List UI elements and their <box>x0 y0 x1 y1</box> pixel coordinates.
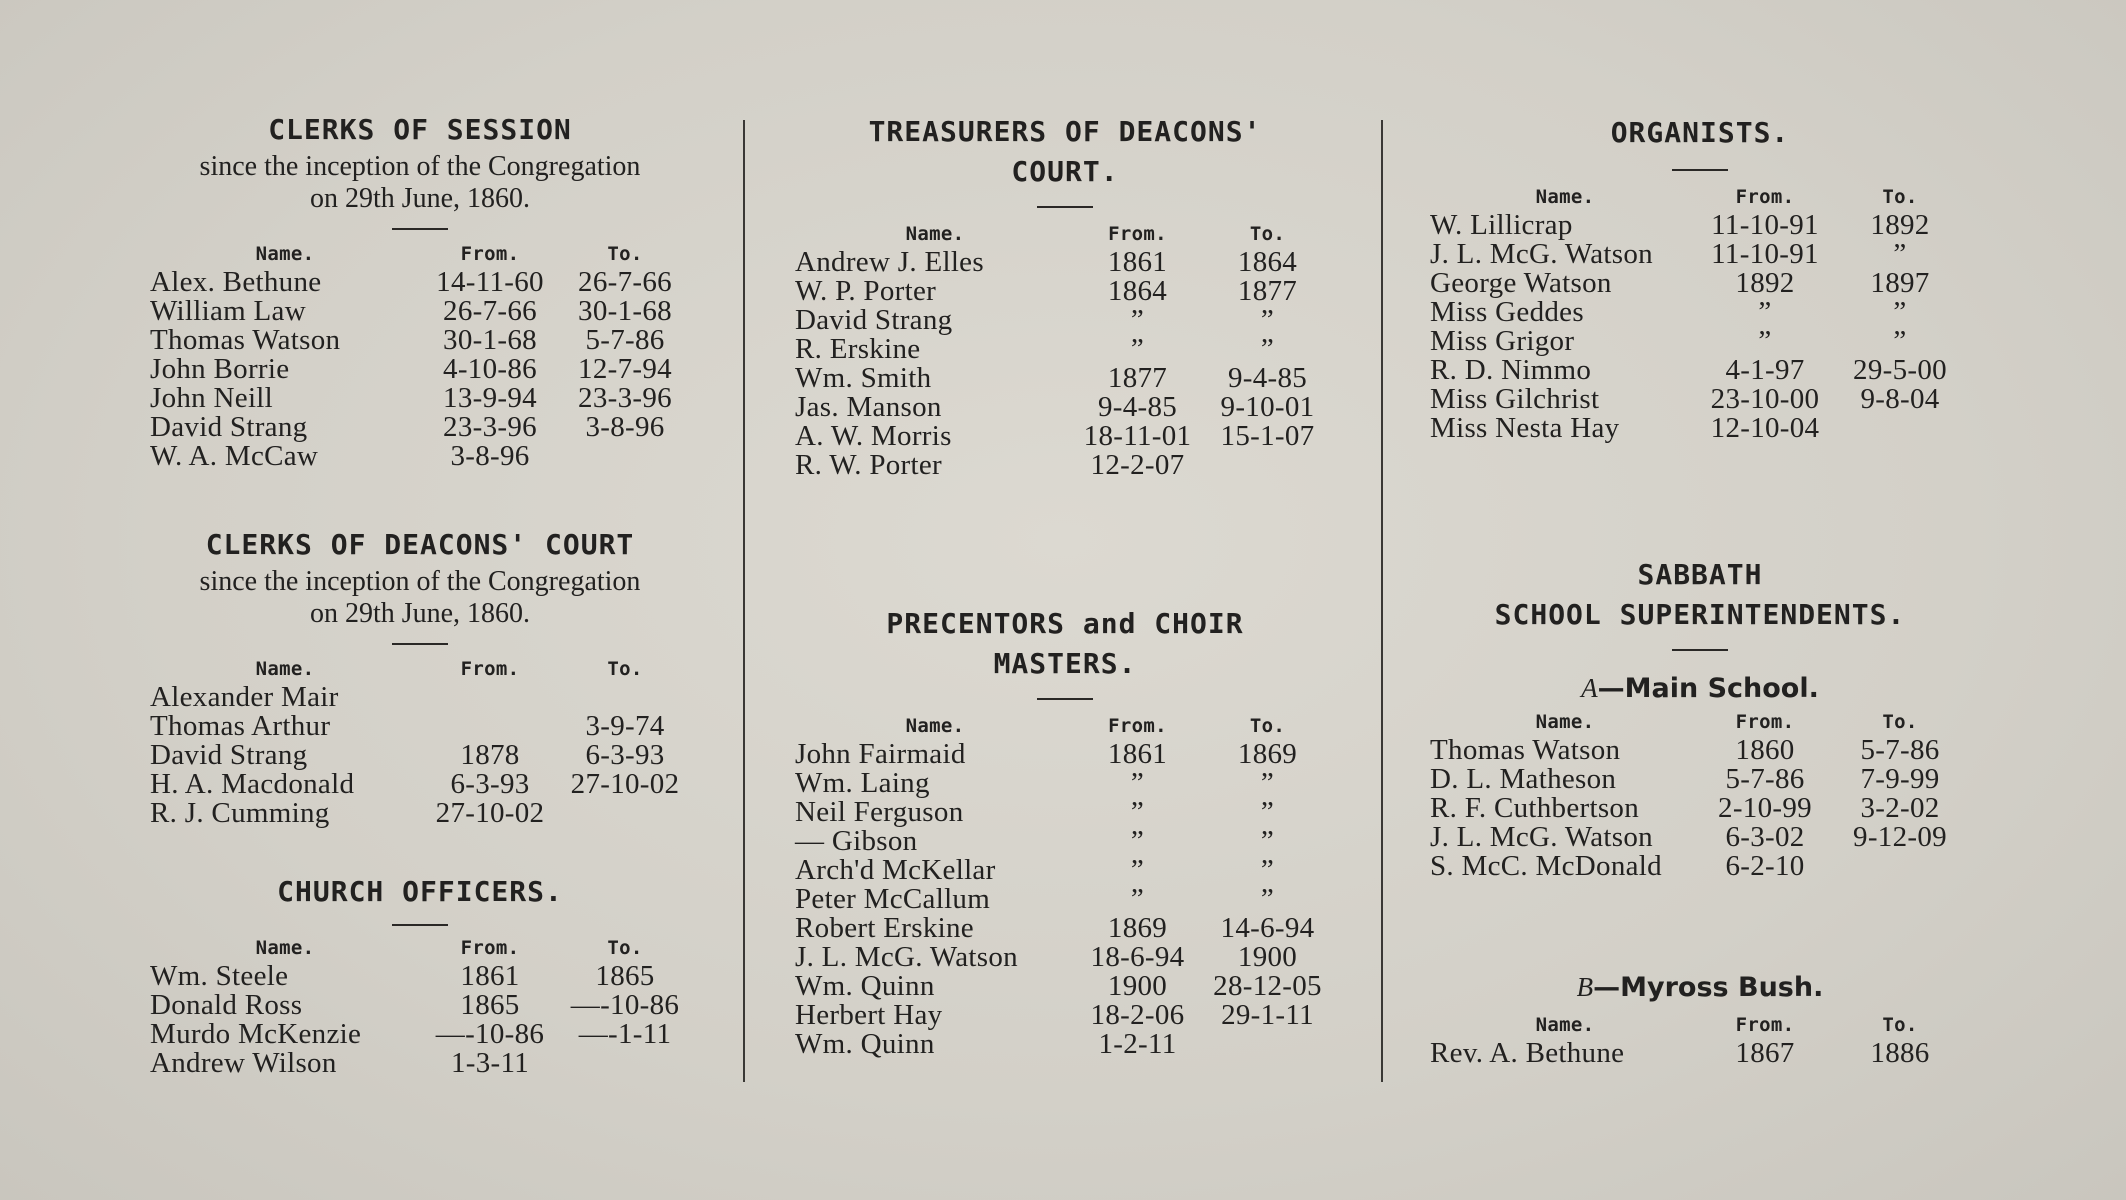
table-row <box>1430 765 1970 794</box>
subtitle-label: —Main School. <box>1597 673 1819 704</box>
table-row <box>795 972 1335 1001</box>
to-cell <box>560 683 690 712</box>
from-cell: 1-3-11 <box>450 1047 530 1079</box>
name-cell: W. A. McCaw <box>150 440 319 472</box>
name-cell: W. Lillicrap <box>1430 209 1573 241</box>
to-cell: 1865 <box>595 960 655 992</box>
table-row <box>150 741 690 770</box>
table-row <box>150 268 690 297</box>
table-row <box>795 827 1335 856</box>
column-header-from: From. <box>1735 711 1795 733</box>
from-cell: 14-11-60 <box>436 266 544 298</box>
from-cell: 1861 <box>1107 738 1168 770</box>
from-cell: —-10-86 <box>435 1018 545 1050</box>
name-cell: S. McC. McDonald <box>1430 850 1662 882</box>
table-row <box>1430 356 1970 385</box>
from-cell: 11-10-91 <box>1711 209 1819 241</box>
from-cell: 9-4-85 <box>1097 391 1178 423</box>
name-cell: David Strang <box>795 304 953 336</box>
table-row <box>150 962 690 991</box>
myross-bush-section <box>1430 968 1970 1068</box>
section-title-line: PRECENTORS and CHOIR <box>886 607 1244 640</box>
sabbath-school-section <box>1430 555 1970 881</box>
table-row <box>150 355 690 384</box>
column-divider-left <box>743 120 745 1082</box>
to-cell <box>1200 451 1335 480</box>
from-cell: 13-9-94 <box>443 382 537 414</box>
section-title: CHURCH OFFICERS. <box>277 875 563 908</box>
table-row <box>1430 327 1970 356</box>
from-cell: 1865 <box>460 989 520 1021</box>
to-cell: 1886 <box>1870 1037 1930 1069</box>
table-row <box>150 442 690 471</box>
to-cell: 15-1-07 <box>1220 420 1315 452</box>
to-cell: 1869 <box>1237 738 1298 770</box>
from-cell: 2-10-99 <box>1718 792 1812 824</box>
church-officers-table <box>150 936 690 1078</box>
to-cell: ” <box>1260 333 1275 365</box>
to-cell <box>560 1049 690 1078</box>
name-cell: Peter McCallum <box>795 883 991 915</box>
from-cell: 23-10-00 <box>1710 383 1820 415</box>
from-cell: 1-2-11 <box>1098 1028 1177 1060</box>
table-row <box>150 1049 690 1078</box>
name-cell: H. A. Macdonald <box>150 768 355 800</box>
from-cell: 6-3-02 <box>1725 821 1805 853</box>
column-header-from: From. <box>460 658 520 680</box>
name-cell: A. W. Morris <box>795 420 952 452</box>
precentors-table <box>795 714 1335 1059</box>
to-cell: 6-3-93 <box>585 739 665 771</box>
name-cell: Andrew Wilson <box>150 1047 337 1079</box>
from-cell: ” <box>1130 825 1145 857</box>
table-row <box>1430 414 1970 443</box>
to-cell: 9-10-01 <box>1220 391 1315 423</box>
table-row <box>795 914 1335 943</box>
to-cell: 1900 <box>1237 941 1298 973</box>
to-cell: 30-1-68 <box>578 295 672 327</box>
column-divider-right <box>1381 120 1383 1082</box>
from-cell: 18-2-06 <box>1090 999 1185 1031</box>
to-cell: ” <box>1260 825 1275 857</box>
to-cell: ” <box>1260 854 1275 886</box>
name-cell: J. L. McG. Watson <box>795 941 1018 973</box>
to-cell: 3-9-74 <box>585 710 665 742</box>
from-cell: ” <box>1130 883 1145 915</box>
name-cell: John Borrie <box>150 353 290 385</box>
column-header-to: To. <box>1249 223 1286 245</box>
table-row <box>795 248 1335 277</box>
table-row <box>795 798 1335 827</box>
precentors-section <box>795 604 1335 1059</box>
column-header-name: Name. <box>255 243 315 265</box>
from-cell: ” <box>1130 796 1145 828</box>
to-cell: 12-7-94 <box>578 353 672 385</box>
organists-table <box>1430 185 1970 443</box>
to-cell: —-1-11 <box>578 1018 672 1050</box>
column-header-to: To. <box>607 658 643 680</box>
name-cell: John Neill <box>150 382 274 414</box>
name-cell: Robert Erskine <box>795 912 974 944</box>
column-header-from: From. <box>1735 186 1795 208</box>
column-header-from: From. <box>1735 1014 1795 1036</box>
section-intro-line: since the inception of the Congregation <box>199 566 641 597</box>
section-title: CLERKS OF SESSION <box>268 113 572 146</box>
table-row <box>795 769 1335 798</box>
column-header-to: To. <box>1882 711 1918 733</box>
from-cell: 4-1-97 <box>1725 354 1805 386</box>
column-header-name: Name. <box>255 937 315 959</box>
from-cell: 1869 <box>1107 912 1168 944</box>
name-cell: Wm. Smith <box>795 362 932 394</box>
name-cell: David Strang <box>150 411 308 443</box>
section-title-line: COURT. <box>1011 155 1119 188</box>
table-row <box>1430 794 1970 823</box>
table-row <box>795 1001 1335 1030</box>
to-cell: ” <box>1260 304 1275 336</box>
to-cell: 7-9-99 <box>1860 763 1940 795</box>
column-header-to: To. <box>1249 715 1286 737</box>
from-cell: 1861 <box>460 960 520 992</box>
name-cell: Jas. Manson <box>795 391 942 423</box>
to-cell: ” <box>1893 325 1907 357</box>
to-cell: 29-5-00 <box>1853 354 1947 386</box>
to-cell: 1864 <box>1237 246 1298 278</box>
from-cell: 12-10-04 <box>1710 412 1820 444</box>
name-cell: Miss Grigor <box>1430 325 1575 357</box>
to-cell: 27-10-02 <box>570 768 680 800</box>
to-cell: 9-8-04 <box>1860 383 1940 415</box>
clerks-of-deacons-court-table <box>150 657 690 828</box>
to-cell: 5-7-86 <box>585 324 665 356</box>
from-cell: 4-10-86 <box>443 353 537 385</box>
table-row <box>1430 211 1970 240</box>
section-intro-line: since the inception of the Congregation <box>199 151 641 182</box>
to-cell <box>1200 1030 1335 1059</box>
to-cell: 23-3-96 <box>578 382 672 414</box>
from-cell: 6-3-93 <box>450 768 530 800</box>
name-cell: Thomas Watson <box>1430 734 1621 766</box>
table-row <box>1430 298 1970 327</box>
clerks-of-session-section <box>150 110 690 471</box>
divider <box>1037 698 1093 700</box>
from-cell: 26-7-66 <box>443 295 537 327</box>
table-row <box>150 1020 690 1049</box>
table-row <box>1430 1039 1970 1068</box>
name-cell: Arch'd McKellar <box>795 854 996 886</box>
column-header-from: From. <box>460 937 520 959</box>
table-row <box>150 297 690 326</box>
section-title-line: MASTERS. <box>993 647 1137 680</box>
myross-bush-table <box>1430 1013 1970 1068</box>
table-row <box>150 770 690 799</box>
to-cell: —-10-86 <box>570 989 680 1021</box>
from-cell: ” <box>1758 325 1772 357</box>
name-cell: Rev. A. Bethune <box>1430 1037 1625 1069</box>
name-cell: George Watson <box>1430 267 1612 299</box>
from-cell: 1878 <box>460 739 520 771</box>
section-intro-line: on 29th June, 1860. <box>309 598 531 629</box>
from-cell: 18-11-01 <box>1083 420 1192 452</box>
name-cell: Thomas Watson <box>150 324 341 356</box>
to-cell <box>1830 852 1970 881</box>
from-cell: 30-1-68 <box>443 324 537 356</box>
from-cell: 18-6-94 <box>1090 941 1185 973</box>
table-row <box>1430 823 1970 852</box>
table-row <box>795 451 1335 480</box>
section-intro-line: on 29th June, 1860. <box>309 183 531 214</box>
table-row <box>795 1030 1335 1059</box>
column-header-name: Name. <box>255 658 315 680</box>
from-cell: 3-8-96 <box>450 440 530 472</box>
table-row <box>150 413 690 442</box>
treasurers-table <box>795 222 1335 480</box>
column-header-name: Name. <box>1535 1014 1595 1036</box>
main-school-subtitle <box>1430 669 1970 708</box>
column-header-name: Name. <box>1535 186 1595 208</box>
from-cell: ” <box>1130 333 1145 365</box>
to-cell: 1892 <box>1870 209 1930 241</box>
column-header-to: To. <box>1882 1014 1918 1036</box>
from-cell: ” <box>1758 296 1772 328</box>
name-cell: D. L. Matheson <box>1430 763 1617 795</box>
to-cell: ” <box>1893 296 1907 328</box>
to-cell: ” <box>1260 796 1275 828</box>
divider <box>392 643 448 645</box>
from-cell: 1861 <box>1107 246 1168 278</box>
column-header-name: Name. <box>905 715 965 737</box>
divider <box>392 924 448 926</box>
to-cell: 29-1-11 <box>1221 999 1314 1031</box>
column-header-from: From. <box>460 243 520 265</box>
column-header-name: Name. <box>905 223 965 245</box>
clerks-of-deacons-court-section <box>150 525 690 828</box>
from-cell: 5-7-86 <box>1725 763 1805 795</box>
table-row <box>1430 269 1970 298</box>
name-cell: R. D. Nimmo <box>1430 354 1592 386</box>
to-cell <box>560 442 690 471</box>
divider <box>1672 649 1728 651</box>
table-row <box>795 740 1335 769</box>
from-cell: ” <box>1130 854 1145 886</box>
from-cell: 6-2-10 <box>1725 850 1805 882</box>
name-cell: David Strang <box>150 739 308 771</box>
name-cell: — Gibson <box>795 825 918 857</box>
to-cell: 14-6-94 <box>1220 912 1315 944</box>
table-row <box>1430 852 1970 881</box>
table-row <box>795 943 1335 972</box>
column-header-from: From. <box>1108 223 1167 245</box>
from-cell <box>420 712 560 741</box>
name-cell: William Law <box>150 295 306 327</box>
name-cell: Alex. Bethune <box>150 266 322 298</box>
table-row <box>150 712 690 741</box>
section-title-line: SCHOOL SUPERINTENDENTS. <box>1494 598 1906 631</box>
table-row <box>795 277 1335 306</box>
column-header-to: To. <box>607 937 643 959</box>
table-row <box>150 799 690 828</box>
main-school-table <box>1430 710 1970 881</box>
name-cell: W. P. Porter <box>795 275 937 307</box>
name-cell: R. F. Cuthbertson <box>1430 792 1640 824</box>
from-cell: 23-3-96 <box>443 411 537 443</box>
church-officers-section <box>150 872 690 1078</box>
name-cell: Neil Ferguson <box>795 796 964 828</box>
name-cell: Miss Nesta Hay <box>1430 412 1620 444</box>
name-cell: Donald Ross <box>150 989 303 1021</box>
name-cell: Thomas Arthur <box>150 710 331 742</box>
table-row <box>150 326 690 355</box>
to-cell: ” <box>1260 767 1275 799</box>
column-header-to: To. <box>607 243 643 265</box>
table-row <box>795 364 1335 393</box>
to-cell <box>560 799 690 828</box>
column-header-from: From. <box>1108 715 1167 737</box>
name-cell: Wm. Steele <box>150 960 289 992</box>
name-cell: Miss Gilchrist <box>1430 383 1600 415</box>
from-cell: 1864 <box>1107 275 1168 307</box>
from-cell: 1867 <box>1735 1037 1795 1069</box>
from-cell <box>420 683 560 712</box>
table-row <box>1430 736 1970 765</box>
from-cell: 1877 <box>1107 362 1168 394</box>
from-cell: ” <box>1130 304 1145 336</box>
from-cell: 27-10-02 <box>435 797 545 829</box>
to-cell: 3-8-96 <box>585 411 665 443</box>
divider <box>1672 169 1728 171</box>
clerks-of-session-table <box>150 242 690 471</box>
name-cell: Wm. Quinn <box>795 970 935 1002</box>
table-row <box>795 856 1335 885</box>
treasurers-section <box>795 112 1335 480</box>
name-cell: Wm. Laing <box>795 767 930 799</box>
to-cell: 28-12-05 <box>1213 970 1322 1002</box>
from-cell: 1892 <box>1735 267 1795 299</box>
from-cell: 11-10-91 <box>1711 238 1819 270</box>
to-cell: ” <box>1893 238 1907 270</box>
to-cell: ” <box>1260 883 1275 915</box>
name-cell: Wm. Quinn <box>795 1028 935 1060</box>
table-row <box>150 991 690 1020</box>
table-row <box>795 335 1335 364</box>
column-header-name: Name. <box>1535 711 1595 733</box>
name-cell: R. J. Cumming <box>150 797 330 829</box>
section-title-line: TREASURERS OF DEACONS' <box>868 115 1262 148</box>
from-cell: 1860 <box>1735 734 1795 766</box>
name-cell: Alexander Mair <box>150 681 339 713</box>
to-cell: 9-4-85 <box>1227 362 1308 394</box>
column-header-to: To. <box>1882 186 1918 208</box>
to-cell: 1877 <box>1237 275 1298 307</box>
table-row <box>795 393 1335 422</box>
table-row <box>795 422 1335 451</box>
name-cell: Herbert Hay <box>795 999 943 1031</box>
name-cell: Miss Geddes <box>1430 296 1584 328</box>
name-cell: John Fairmaid <box>795 738 966 770</box>
organists-section <box>1430 113 1970 443</box>
table-row <box>795 306 1335 335</box>
section-title-line: SABBATH <box>1637 558 1763 591</box>
name-cell: J. L. McG. Watson <box>1430 238 1653 270</box>
subtitle-letter: B <box>1576 972 1594 1002</box>
name-cell: Murdo McKenzie <box>150 1018 362 1050</box>
myross-bush-subtitle <box>1430 968 1970 1007</box>
name-cell: R. W. Porter <box>795 449 942 481</box>
to-cell: 3-2-02 <box>1860 792 1940 824</box>
to-cell <box>1830 414 1970 443</box>
name-cell: Andrew J. Elles <box>795 246 984 278</box>
table-row <box>795 885 1335 914</box>
name-cell: J. L. McG. Watson <box>1430 821 1653 853</box>
table-row <box>150 683 690 712</box>
section-title: ORGANISTS. <box>1610 116 1790 149</box>
table-row <box>1430 385 1970 414</box>
subtitle-label: —Myross Bush. <box>1593 972 1824 1003</box>
section-title: CLERKS OF DEACONS' COURT <box>205 528 635 561</box>
name-cell: R. Erskine <box>795 333 921 365</box>
from-cell: 12-2-07 <box>1090 449 1185 481</box>
to-cell: 1897 <box>1870 267 1930 299</box>
to-cell: 9-12-09 <box>1853 821 1947 853</box>
divider <box>1037 206 1093 208</box>
to-cell: 26-7-66 <box>578 266 672 298</box>
subtitle-letter: A <box>1581 673 1598 703</box>
to-cell: 5-7-86 <box>1860 734 1940 766</box>
from-cell: 1900 <box>1107 970 1168 1002</box>
from-cell: ” <box>1130 767 1145 799</box>
table-row <box>150 384 690 413</box>
divider <box>392 228 448 230</box>
table-row <box>1430 240 1970 269</box>
